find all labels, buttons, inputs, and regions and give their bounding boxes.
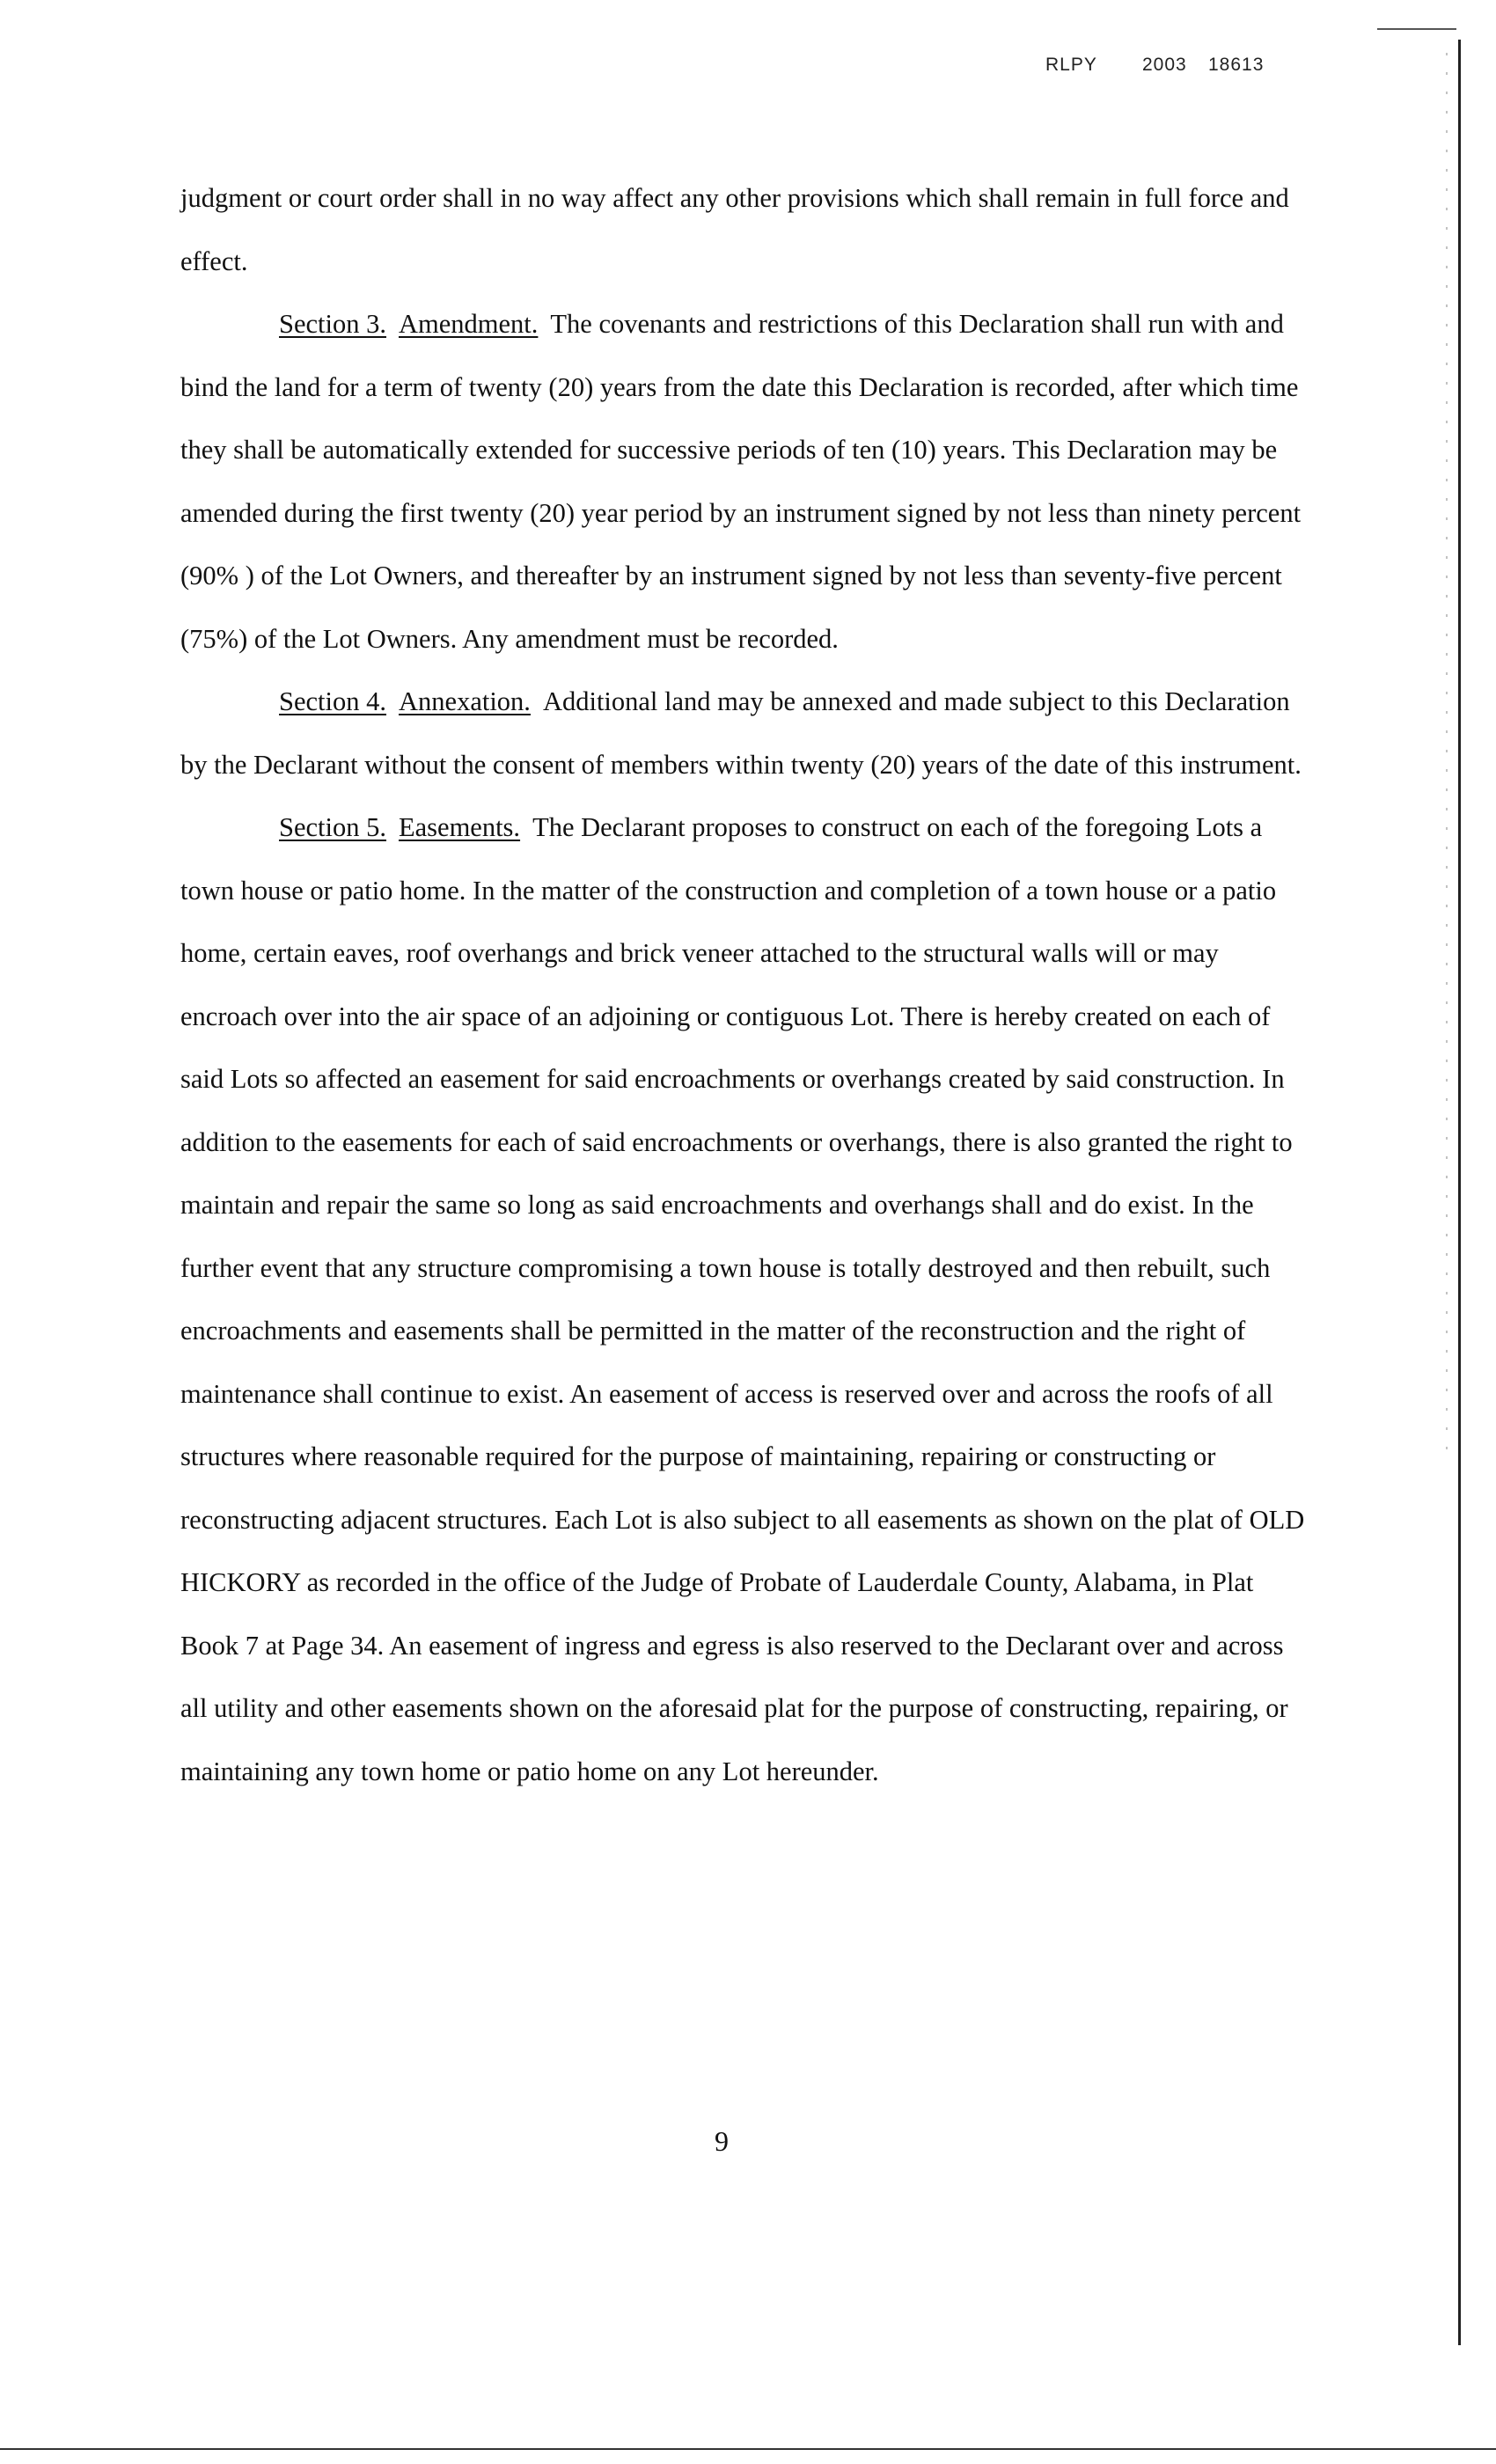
section-5-text: The Declarant proposes to construct on each of the foregoing Lots a town house or patio home. In the matter of the construction and completion of a town house or a patio home, certain eaves, roof overhangs and brick veneer attached to the structural walls will or may encroach over into the air space of an adjoining or contiguous Lot. There is hereby created on each of said Lots so affected an easement for said encroachments or overhangs created by said construction. In addition to the easements for each of said encroachments or overhangs, there is also granted the right to maintain and repair the same so long as said encroachments and overhangs shall and do exist. In the further event that any structure compromising a town house is totally destroyed and then rebuilt, such encroachments and easements shall be permitted in the matter of the reconstruction and the right of maintenance shall continue to exist. An easement of access is reserved over and across the roofs of all structures where reasonable required for the purpose of maintaining, repairing or constructing or reconstructing adjacent structures. Each Lot is also subject to all easements as shown on the plat of OLD HICKORY as recorded in the office of the Judge of Probate of Lauderdale County, Alabama, in Plat Book 7 at Page 34. An easement of ingress and egress is also reserved to the Declarant over and across all utility and other easements shown on the aforesaid plat for the purpose of constructing, repairing, or maintaining any town home or patio home on any Lot hereunder.: [180, 812, 1305, 1786]
scan-edge-right-line: [1458, 40, 1461, 2345]
section-4-title: Annexation.: [399, 686, 531, 716]
section-4-paragraph: [180, 671, 1316, 796]
section-3-paragraph: [180, 293, 1316, 671]
stamp-book: RLPY: [1045, 55, 1097, 75]
stamp-page: 18613: [1208, 55, 1265, 75]
scan-edge-bottom-line: [0, 2448, 1496, 2450]
section-5-title: Easements.: [399, 812, 521, 842]
section-3-title: Amendment.: [399, 309, 539, 339]
section-4-number: Section 4.: [279, 686, 386, 716]
scan-edge-top-line: [1377, 28, 1456, 30]
continuation-paragraph: judgment or court order shall in no way affect any other provisions which shall remain in full force and effect.: [180, 183, 1289, 276]
stamp-year: 2003: [1142, 55, 1187, 75]
recording-stamp: [1045, 55, 1264, 76]
document-body: [180, 167, 1316, 1803]
section-3-number: Section 3.: [279, 309, 386, 339]
section-3-text: The covenants and restrictions of this Declaration shall run with and bind the land for a term of twenty (20) years from the date this Declaration is recorded, after which time they shall be automatically extended for successive periods of ten (10) years. This Declaration may be amended during the first twenty (20) year period by an instrument signed by not less than ninety percent (90% ) of the Lot Owners, and thereafter by an instrument signed by not less than seventy-five percent (75%) of the Lot Owners. Any amendment must be recorded.: [180, 309, 1302, 654]
section-4-text: Additional land may be annexed and made subject to this Declaration by the Declarant without the consent of members within twenty (20) years of the date of this instrument.: [180, 686, 1302, 780]
page-number: 9: [715, 2125, 729, 2157]
scan-edge-dots: [1446, 53, 1448, 1461]
section-5-number: Section 5.: [279, 812, 386, 842]
section-5-paragraph: [180, 796, 1316, 1803]
